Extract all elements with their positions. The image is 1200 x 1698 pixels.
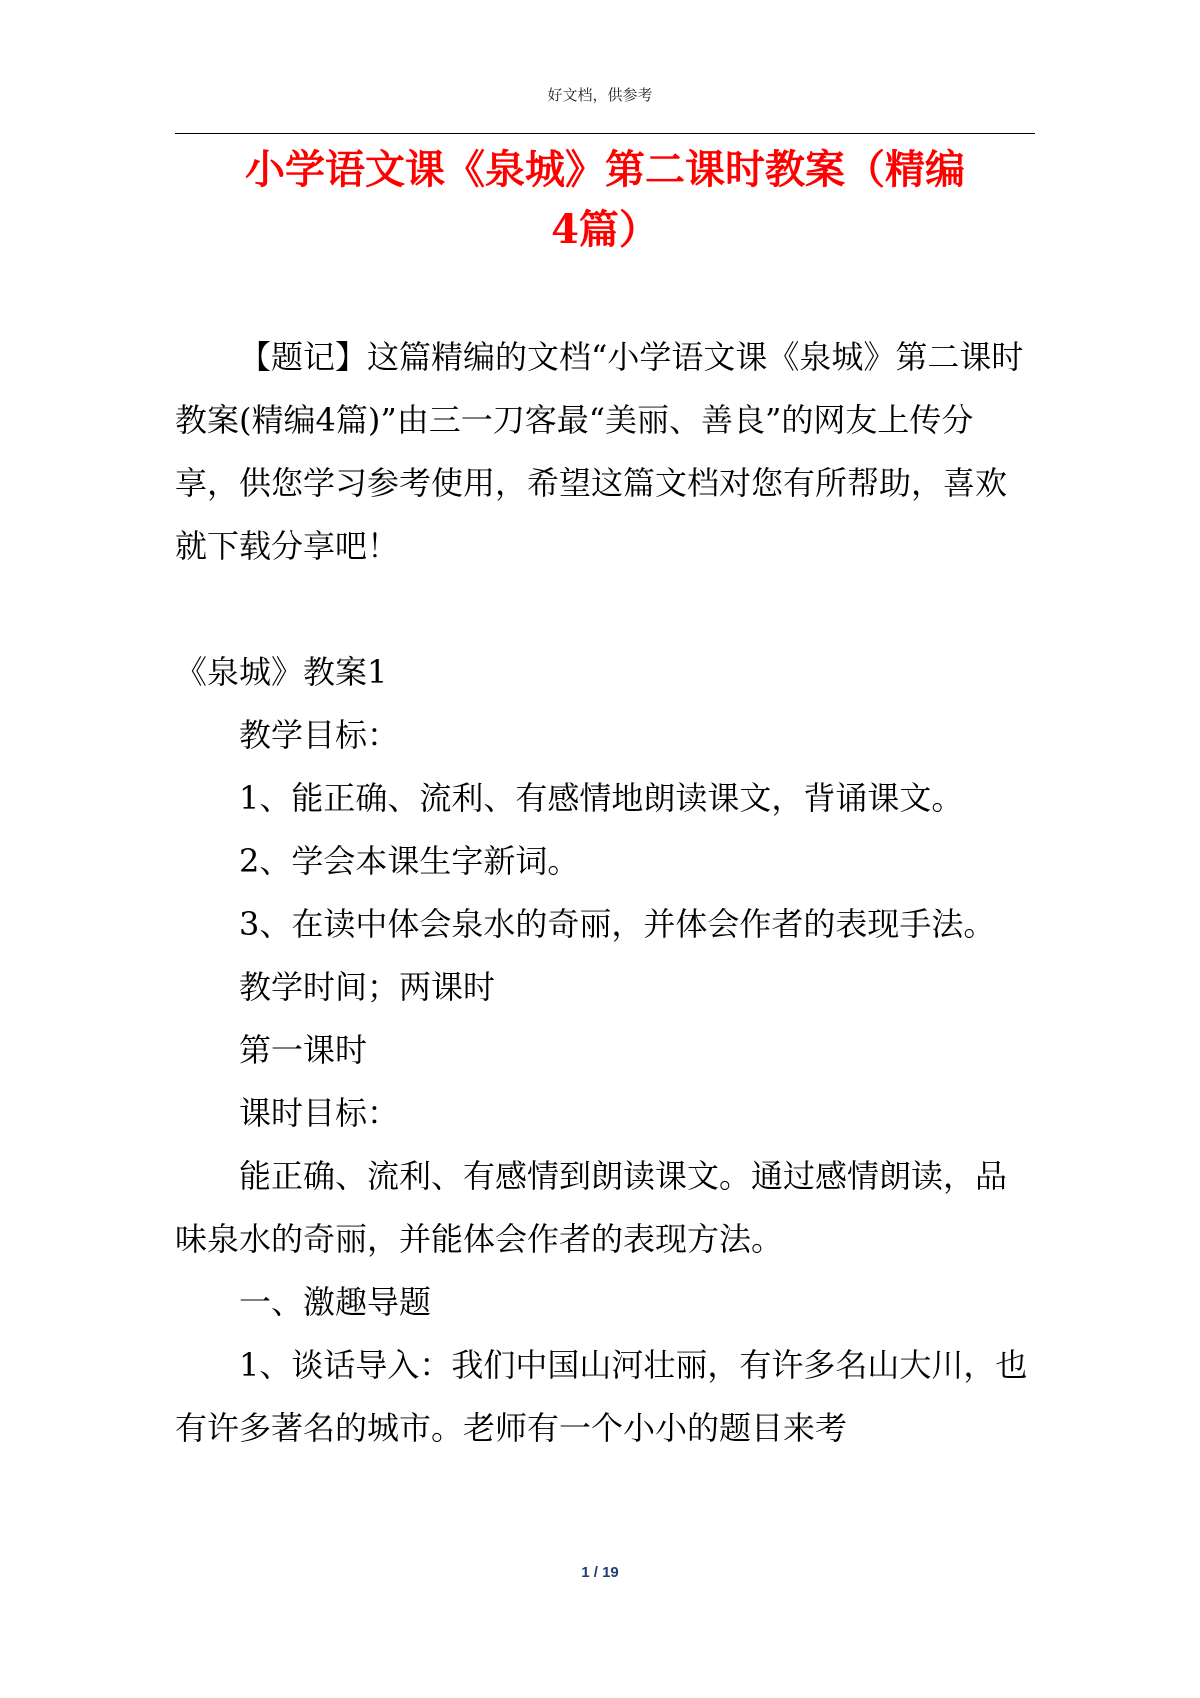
document-title-line-2: 4篇） xyxy=(551,206,659,253)
body-paragraph-6: 第一课时 xyxy=(239,1031,368,1069)
body-paragraph-8: 能正确、流利、有感情到朗读课文。通过感情朗读，品味泉水的奇丽，并能体会作者的表现方法。 xyxy=(175,1157,1008,1258)
body-paragraph-4: 3、在读中体会泉水的奇丽，并体会作者的表现手法。 xyxy=(239,905,996,943)
paragraph-spacer xyxy=(175,578,1035,641)
header-divider xyxy=(175,133,1035,134)
body-paragraph-2: 1、能正确、流利、有感情地朗读课文，背诵课文。 xyxy=(239,779,964,817)
body-paragraph-5: 教学时间；两课时 xyxy=(239,968,496,1006)
body-paragraph-9: 一、激趣导题 xyxy=(239,1283,432,1321)
body-paragraph-7: 课时目标： xyxy=(239,1094,400,1132)
body-paragraph-10: 1、谈话导入：我们中国山河壮丽，有许多名山大川，也有许多著名的城市。老师有一个小小的题目来考 xyxy=(175,1346,1028,1447)
page-number: 1 / 19 xyxy=(581,1564,619,1581)
body-paragraph-1: 教学目标： xyxy=(239,716,400,754)
document-title xyxy=(175,140,1035,260)
body-paragraph-3: 2、学会本课生字新词。 xyxy=(239,842,580,880)
page-header: 好文档，供参考 xyxy=(547,86,653,104)
section-title: 《泉城》教案1 xyxy=(175,653,388,691)
intro-paragraph: 【题记】这篇精编的文档“小学语文课《泉城》第二课时教案(精编4篇)”由三一刀客最“美丽、善良”的网友上传分享，供您学习参考使用，希望这篇文档对您有所帮助，喜欢就下载分享吧！ xyxy=(175,338,1024,565)
document-body xyxy=(175,326,1035,1460)
document-title-line-1: 小学语文课《泉城》第二课时教案（精编 xyxy=(245,146,965,193)
